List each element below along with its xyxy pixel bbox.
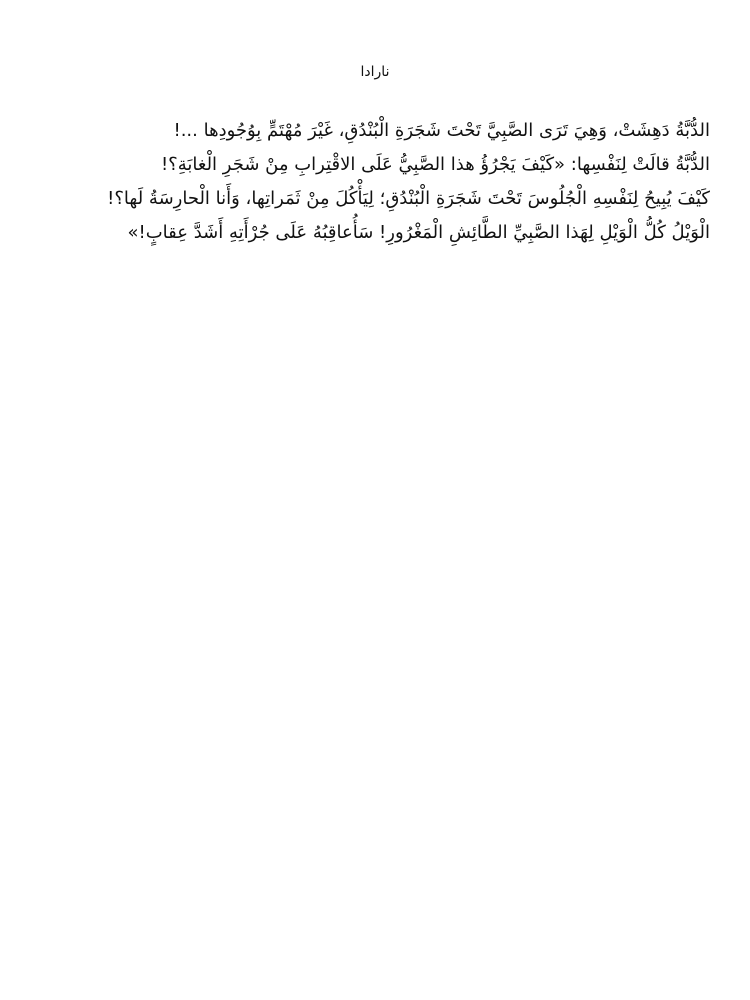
paragraph-1: الدُّبَّةُ دَهِشَتْ، وَهِيَ تَرَى الصَّبِيَّ تَحْتَ شَجَرَةِ الْبُنْدُقِ، غَيْرَ مُهْتَمٍّ بِوُجُودِها ...!: [173, 120, 710, 141]
paragraph-3: كَيْفَ يُبِيحُ لِنَفْسِهِ الْجُلُوسَ تَحْتَ شَجَرَةِ الْبُنْدُقِ؛ لِيَأْكُلَ مِنْ ثَمَراتِها، وَأَنا الْحارِسَةُ لَها؟!: [107, 188, 710, 209]
page-title: نارادا: [360, 64, 390, 80]
paragraph-2: الدُّبَّةُ قالَتْ لِنَفْسِها: «كَيْفَ يَجْرُؤُ هذا الصَّبِيُّ عَلَى الاقْتِرابِ مِنْ شَجَرِ الْغابَةِ؟!: [160, 154, 710, 175]
paragraph-4: الْوَيْلُ كُلُّ الْوَيْلِ لِهَذا الصَّبِيِّ الطَّائِشِ الْمَغْرُورِ! سَأُعاقِبُهُ عَلَى جُرْأَتِهِ أَشَدَّ عِقابٍ!»: [127, 222, 710, 243]
story-text: [38, 114, 710, 250]
